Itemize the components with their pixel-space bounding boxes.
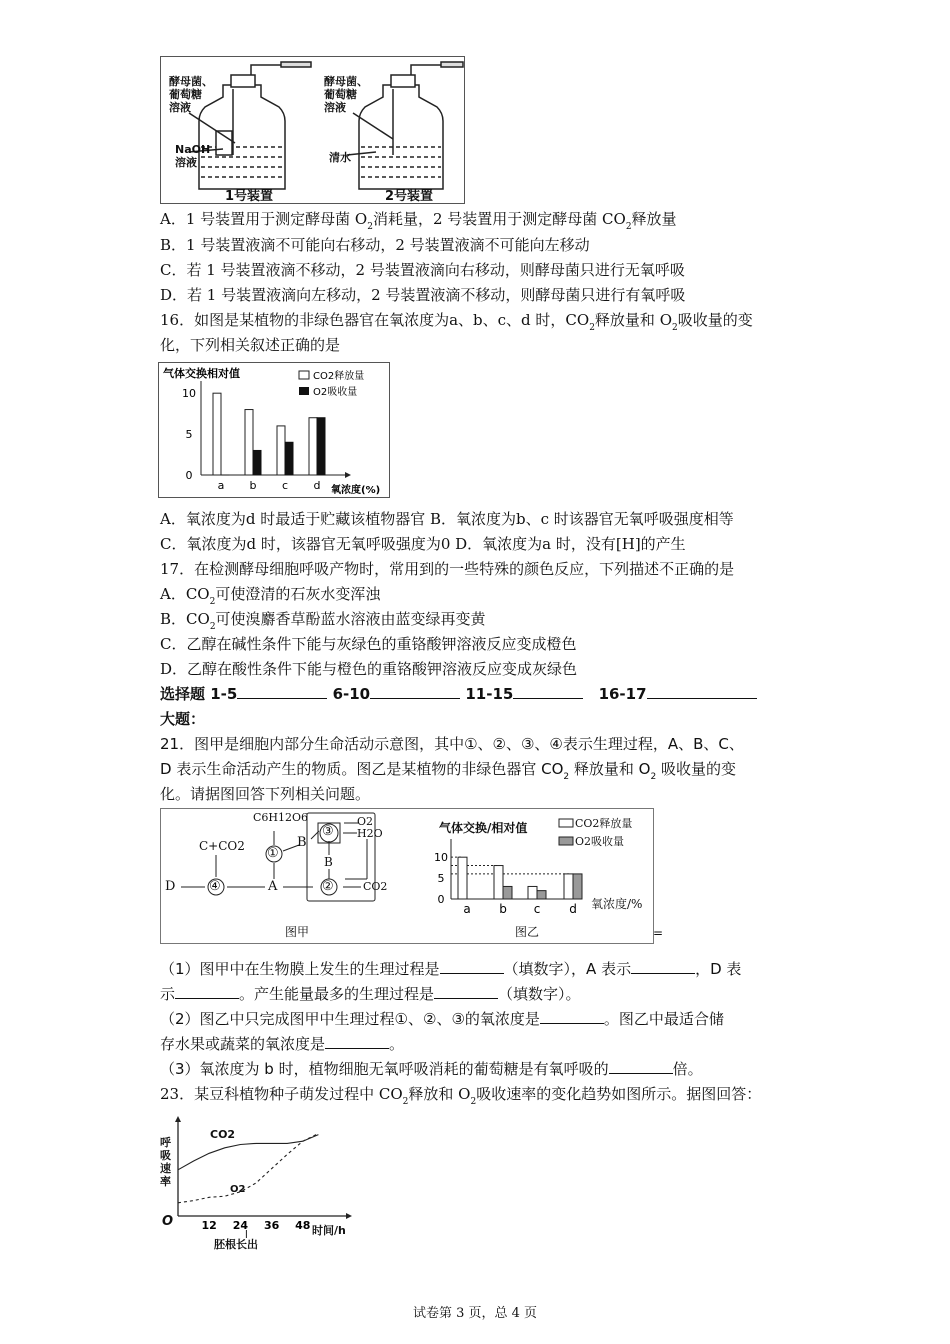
chart16-x-tick: b [249,479,257,492]
answer-label-16-17: 16-17 [598,685,647,703]
q21-blank-4[interactable] [434,984,498,999]
chart16-legend-o2: O2吸收量 [313,387,358,398]
curve-label-co2: CO2 [210,1128,236,1141]
chart16-y-tick: 5 [185,428,193,442]
chart16-x-tick: c [281,479,289,492]
q17-option-b: B．$CO_2$可使溴麝香草酚蓝水溶液由蓝变绿再变黄 [160,610,486,632]
chart21-y-tick: 10 [434,851,448,865]
q21-blank-7[interactable] [609,1059,673,1074]
chart21-legend-co2-swatch [559,819,573,827]
chart16-bar-co2 [245,410,253,475]
chart21-bar-o2 [503,886,512,899]
chart16-y-tick: 0 [185,469,193,482]
q21-part-2-line-2: 存水果或蔬菜的氧浓度是 。 [160,1035,405,1053]
q15-option-c: C．若 1 号装置液滴不移动，2 号装置液滴向右移动，则酵母菌只进行无氧呼吸 [160,261,685,279]
stray-mark: = [653,926,664,940]
chart23-y-arrow [175,1116,181,1122]
left-label-2: 葡萄糖 [169,88,202,101]
chart21-y-tick: 5 [437,872,445,886]
curve-label-o2: O2 [230,1184,246,1195]
answer-label-6-10: 6-10 [332,685,371,703]
yi-xlabel: 氧浓度/% [591,897,643,911]
answer-row [160,683,757,705]
chart23-line-co2 [178,1135,318,1170]
chart23-x-tick: 48 [295,1219,311,1232]
q15-option-d: D．若 1 号装置液滴向左移动，2 号装置液滴不移动，则酵母菌只进行有氧呼吸 [160,286,686,304]
curve-origin: O [162,1214,174,1229]
q21-blank-6[interactable] [325,1034,389,1049]
q23-curve-chart [158,1112,358,1252]
right-label-2: 葡萄糖 [324,88,357,101]
label-o2: O2 [357,815,374,828]
q21-part-3: （3）氧浓度为 b 时，植物细胞无氧呼吸消耗的葡萄糖是有氧呼吸的 倍。 [160,1060,703,1078]
answer-label-1-5: 选择题 1-5 [160,685,238,703]
q15-option-b: B．1 号装置液滴不可能向右移动，2 号装置液滴不可能向左移动 [160,236,590,254]
answer-blank-1-5[interactable] [237,684,327,699]
chart21-x-tick: a [463,902,471,916]
chart21-x-tick: c [533,902,541,916]
chart16-legend-co2-swatch [299,371,309,379]
chart16-y-tick: 10 [182,387,196,401]
q21-figure [160,808,654,944]
chart21-y-tick: 0 [437,893,445,906]
section-title: 大题： [160,710,206,728]
answer-blank-11-15[interactable] [513,684,583,699]
q21-blank-5[interactable] [540,1009,604,1024]
right-solution: 清水 [329,151,351,164]
q17-stem: 17．在检测酵母细胞呼吸产物时，常用到的一些特殊的颜色反应，下列描述不正确的是 [160,560,735,578]
label-b-2: B [324,855,333,869]
caption-jia: 图甲 [285,925,310,939]
q16-chart-svg [159,363,389,497]
q21-blank-2[interactable] [631,959,695,974]
q17-option-d: D．乙醇在酸性条件下能与橙色的重铬酸钾溶液反应变成灰绿色 [160,660,578,678]
q21-stem-3: 化。请据图回答下列相关问题。 [160,785,371,803]
caption-2: 2号装置 [385,189,434,204]
page-footer: 试卷第 3 页，总 4 页 [412,1306,538,1321]
label-c-co2: C+CO2 [199,839,245,853]
right-label-1: 酵母菌、 [324,75,368,88]
q16-option-cd: C．氧浓度为d 时，该器官无氧呼吸强度为0 D．氧浓度为a 时，没有[H]的产生 [160,535,686,553]
q17-option-c: C．乙醇在碱性条件下能与灰绿色的重铬酸钾溶液反应变成橙色 [160,635,577,653]
chart23-x-tick: 24 [232,1219,249,1232]
left-solution-2: 溶液 [175,156,197,169]
answer-label-11-15: 11-15 [465,685,514,703]
curve-xlabel: 时间/h [312,1224,346,1237]
q23-stem: 23．某豆科植物种子萌发过程中 $CO_2$释放和 $O_2$吸收速率的变化趋势如图所示。据图回答： [160,1085,762,1107]
chart23-x-tick: 36 [263,1219,280,1232]
label-step-1: ① [267,846,279,861]
q21-stem-2: D 表示生命活动产生的物质。图乙是某植物的非绿色器官 $CO_2$ 释放量和 $O_2$ 吸收量的变 [160,760,736,782]
left-label-1: 酵母菌、 [169,75,213,88]
chart16-x-tick: d [313,479,321,492]
label-d: D [165,879,176,894]
q16-stem-2: 化，下列相关叙述正确的是 [160,336,341,354]
q15-option-a: A．1 号装置用于测定酵母菌 $O_2$消耗量，2 号装置用于测定酵母菌 $CO_2$释放量 [160,210,677,232]
chart16-legend-co2: CO2释放量 [313,371,365,382]
chart16-bar-co2 [213,393,221,475]
curve-note: 胚根长出 [214,1238,258,1251]
chart16-title: 气体交换相对值 [163,367,240,380]
yi-legend-co2: CO2释放量 [575,817,633,830]
chart16-xlabel: 氧浓度(%) [331,485,381,496]
chart21-bar-co2 [564,874,573,899]
q16-bar-chart [158,362,390,498]
label-step-4: ④ [209,879,221,894]
label-b-1: B [297,835,307,850]
q21-blank-1[interactable] [440,959,504,974]
chart16-bar-o2 [317,418,325,475]
chart21-legend-o2-swatch [559,837,573,845]
chart21-bar-o2 [573,874,582,899]
label-h2o: H2O [357,827,383,840]
left-solution-1: NaOH [175,143,211,156]
label-a: A [268,879,278,894]
chart21-bar-co2 [458,857,467,899]
q17-option-a: A．$CO_2$可使澄清的石灰水变浑浊 [160,585,381,607]
chart21-bar-co2 [494,866,503,899]
chart16-legend-o2-swatch [299,387,309,395]
bottle-figure [160,56,465,204]
yi-title: 气体交换/相对值 [439,821,528,835]
curve-ylabel: 呼吸速率 [160,1136,171,1188]
chart21-bar-o2 [537,891,546,899]
chart16-bar-co2 [309,418,317,475]
right-label-3: 溶液 [324,101,346,114]
q21-part-1-line-2: 示 。产生能量最多的生理过程是 （填数字）。 [160,985,581,1003]
label-step-3: ③ [322,824,334,839]
q21-part-2-line-1: （2）图乙中只完成图甲中生理过程①、②、③的氧浓度是 。图乙中最适合储 [160,1010,724,1028]
yi-legend-o2: O2吸收量 [575,835,625,848]
q21-stem-1: 21．图甲是细胞内部分生命活动示意图，其中①、②、③、④表示生理过程，A、B、C、 [160,735,744,753]
chart16-bar-o2 [285,442,293,475]
q16-stem-1: 16．如图是某植物的非绿色器官在氧浓度为a、b、c、d 时，$CO_2$释放量和 $O_2$吸收量的变 [160,311,753,333]
chart21-x-tick: d [569,902,577,916]
chart16-x-tick: a [217,479,225,492]
chart21-x-tick: b [499,902,507,916]
chart16-x-arrow [345,472,351,478]
q21-part-1-line-1: （1）图甲中在生物膜上发生的生理过程是 （填数字），A 表示 ，D 表 [160,960,742,978]
left-label-3: 溶液 [169,101,191,114]
label-co2: CO2 [363,880,388,893]
answer-blank-16-17[interactable] [647,684,757,699]
chart23-x-arrow [346,1213,352,1219]
label-step-2: ② [322,879,334,894]
caption-1: 1号装置 [225,189,274,204]
q21-blank-3[interactable] [175,984,239,999]
q16-option-ab: A．氧浓度为d 时最适于贮藏该植物器官 B．氧浓度为b、c 时该器官无氧呼吸强度相等 [160,510,734,528]
chart21-bar-co2 [528,886,537,899]
chart16-bar-co2 [277,426,285,475]
caption-yi: 图乙 [515,925,540,939]
answer-blank-6-10[interactable] [370,684,460,699]
chart23-x-tick: 12 [201,1219,217,1232]
label-glucose: C6H12O6 [253,811,309,824]
chart16-bar-o2 [253,450,261,475]
